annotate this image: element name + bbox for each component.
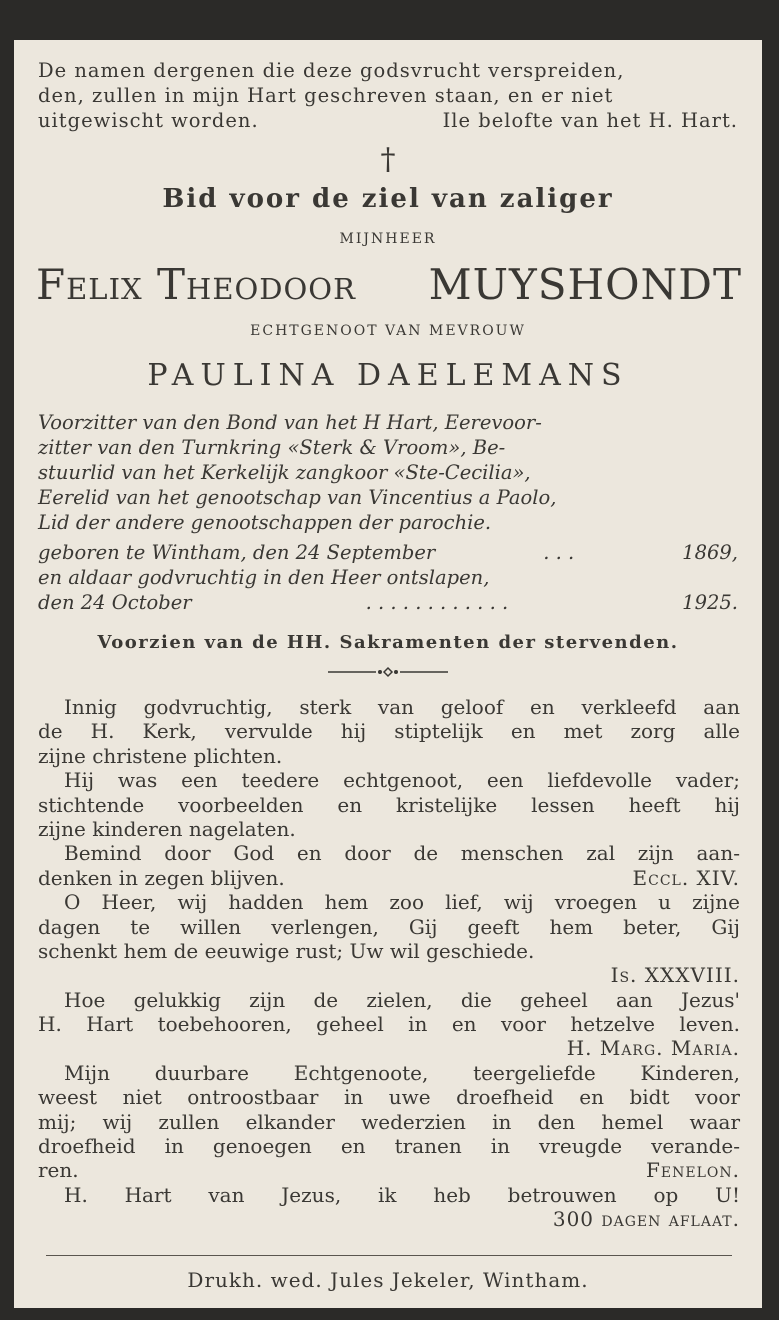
verse-line (38, 83, 738, 108)
body-text: zijne kinderen nagelaten. (38, 816, 296, 841)
printer-line: Drukh. wed. Jules Jekeler, Wintham. (187, 1268, 589, 1292)
date-line (38, 540, 738, 565)
body-text: ren. (38, 1158, 79, 1183)
body-line (38, 695, 740, 719)
verse-text: De namen dergenen die deze godsvrucht verspreiden, (38, 59, 625, 82)
body-text: O Heer, wij hadden hem zoo lief, wij vroegen u zijne (64, 890, 740, 915)
sacraments-line: Voorzien van de HH. Sakramenten der stervenden. (97, 632, 679, 653)
body-line (38, 1012, 740, 1036)
spouse-label: ECHTGENOOT VAN MEVROUW (250, 323, 526, 339)
body-text: denken in zegen blijven. (38, 865, 285, 890)
body-text: schenkt hem de eeuwige rust; Uw wil geschiede. (38, 938, 535, 963)
verse-line (38, 58, 738, 83)
body-text: weest niet ontroostbaar in uwe droefheid en bidt voor (38, 1085, 740, 1110)
body-line (38, 1134, 740, 1158)
date-line (38, 565, 738, 590)
ornament-divider (14, 664, 762, 683)
deceased-name (36, 260, 742, 309)
function-line (38, 460, 738, 485)
source-reference: Is. XXXVIII. (610, 963, 740, 988)
verse-text: uitgewischt worden. (38, 109, 259, 132)
body-text: Hij was een teedere echtgenoot, een liefdevolle vader; (64, 768, 740, 793)
body-line (38, 866, 740, 890)
body-line (38, 963, 740, 987)
spouse-name: PAULINA DAELEMANS (147, 358, 629, 393)
body-line (38, 744, 740, 768)
function-text: stuurlid van het Kerkelijk zangkoor «Ste-Cecilia», (38, 461, 531, 484)
source-reference: Fenelon. (646, 1158, 740, 1183)
function-line (38, 510, 738, 535)
body-line (38, 939, 740, 963)
body-text: H. Hart van Jezus, ik heb betrouwen op U! (64, 1182, 740, 1207)
function-text: zitter van den Turnkring «Sterk & Vroom», Be- (38, 436, 506, 459)
source-reference: Eccl. XIV. (632, 865, 740, 890)
prayer-heading: Bid voor de ziel van zaliger (162, 184, 614, 214)
body-line (38, 841, 740, 865)
body-line (38, 1061, 740, 1085)
text-body (38, 695, 740, 1232)
body-text: de H. Kerk, vervulde hij stiptelijk en met zorg alle (38, 719, 740, 744)
bottom-rule (46, 1255, 732, 1256)
body-line (38, 890, 740, 914)
date-year: 1869, (682, 541, 738, 564)
body-line (38, 1207, 740, 1231)
body-line (38, 1085, 740, 1109)
function-line (38, 435, 738, 460)
body-text: zijne christene plichten. (38, 743, 283, 768)
body-text: stichtende voorbeelden en kristelijke lessen heeft hij (38, 792, 740, 817)
cross-icon: † (380, 142, 396, 177)
body-line (38, 1158, 740, 1182)
source-reference: 300 dagen aflaat. (552, 1207, 740, 1232)
date-text: den 24 October (38, 591, 192, 614)
verse-attribution: Ile belofte van het H. Hart. (442, 109, 738, 132)
body-text: mij; wij zullen elkander wederzien in den hemel waar (38, 1109, 740, 1134)
body-line (38, 988, 740, 1012)
deceased-given-names: Felix Theodoor (36, 260, 356, 309)
body-line (38, 817, 740, 841)
functions-block (38, 410, 738, 535)
body-text: Mijn duurbare Echtgenoote, teergeliefde Kinderen, (64, 1060, 740, 1085)
deceased-surname: MUYSHONDT (428, 260, 742, 309)
verse-block (38, 58, 738, 133)
body-text: droefheid in genoegen en tranen in vreugde verande- (38, 1134, 740, 1159)
source-reference: H. Marg. Maria. (566, 1036, 740, 1061)
verse-line (38, 108, 738, 133)
title-mijnheer: MIJNHEER (339, 231, 437, 247)
date-text: en aldaar godvruchtig in den Heer ontslapen, (38, 566, 490, 589)
body-line (38, 1110, 740, 1134)
body-line (38, 719, 740, 743)
body-line (38, 768, 740, 792)
body-text: Hoe gelukkig zijn de zielen, die geheel aan Jezus' (64, 987, 740, 1012)
body-text: dagen te willen verlengen, Gij geeft hem beter, Gij (38, 914, 740, 939)
function-text: Eerelid van het genootschap van Vincentius a Paolo, (38, 486, 557, 509)
body-text: Bemind door God en door de menschen zal zijn aan- (64, 841, 740, 866)
function-text: Lid der andere genootschappen der parochie. (38, 511, 492, 534)
date-line (38, 590, 738, 615)
verse-text: den, zullen in mijn Hart geschreven staan, en er niet (38, 84, 614, 107)
memorial-card (14, 40, 762, 1308)
function-text: Voorzitter van den Bond van het H Hart, Eerevoor- (38, 411, 542, 434)
date-leader: . . . . . . . . . . . . (365, 591, 509, 614)
body-text: Innig godvruchtig, sterk van geloof en verkleefd aan (64, 695, 740, 719)
body-line (38, 1183, 740, 1207)
date-text: geboren te Wintham, den 24 September (38, 541, 436, 564)
date-year: 1925. (682, 591, 738, 614)
dates-block (38, 540, 738, 615)
body-line (38, 915, 740, 939)
body-line (38, 1036, 740, 1060)
body-line (38, 793, 740, 817)
function-line (38, 410, 738, 435)
date-leader: . . . (543, 541, 575, 564)
function-line (38, 485, 738, 510)
body-text: H. Hart toebehooren, geheel in en voor hetzelve leven. (38, 1012, 740, 1037)
